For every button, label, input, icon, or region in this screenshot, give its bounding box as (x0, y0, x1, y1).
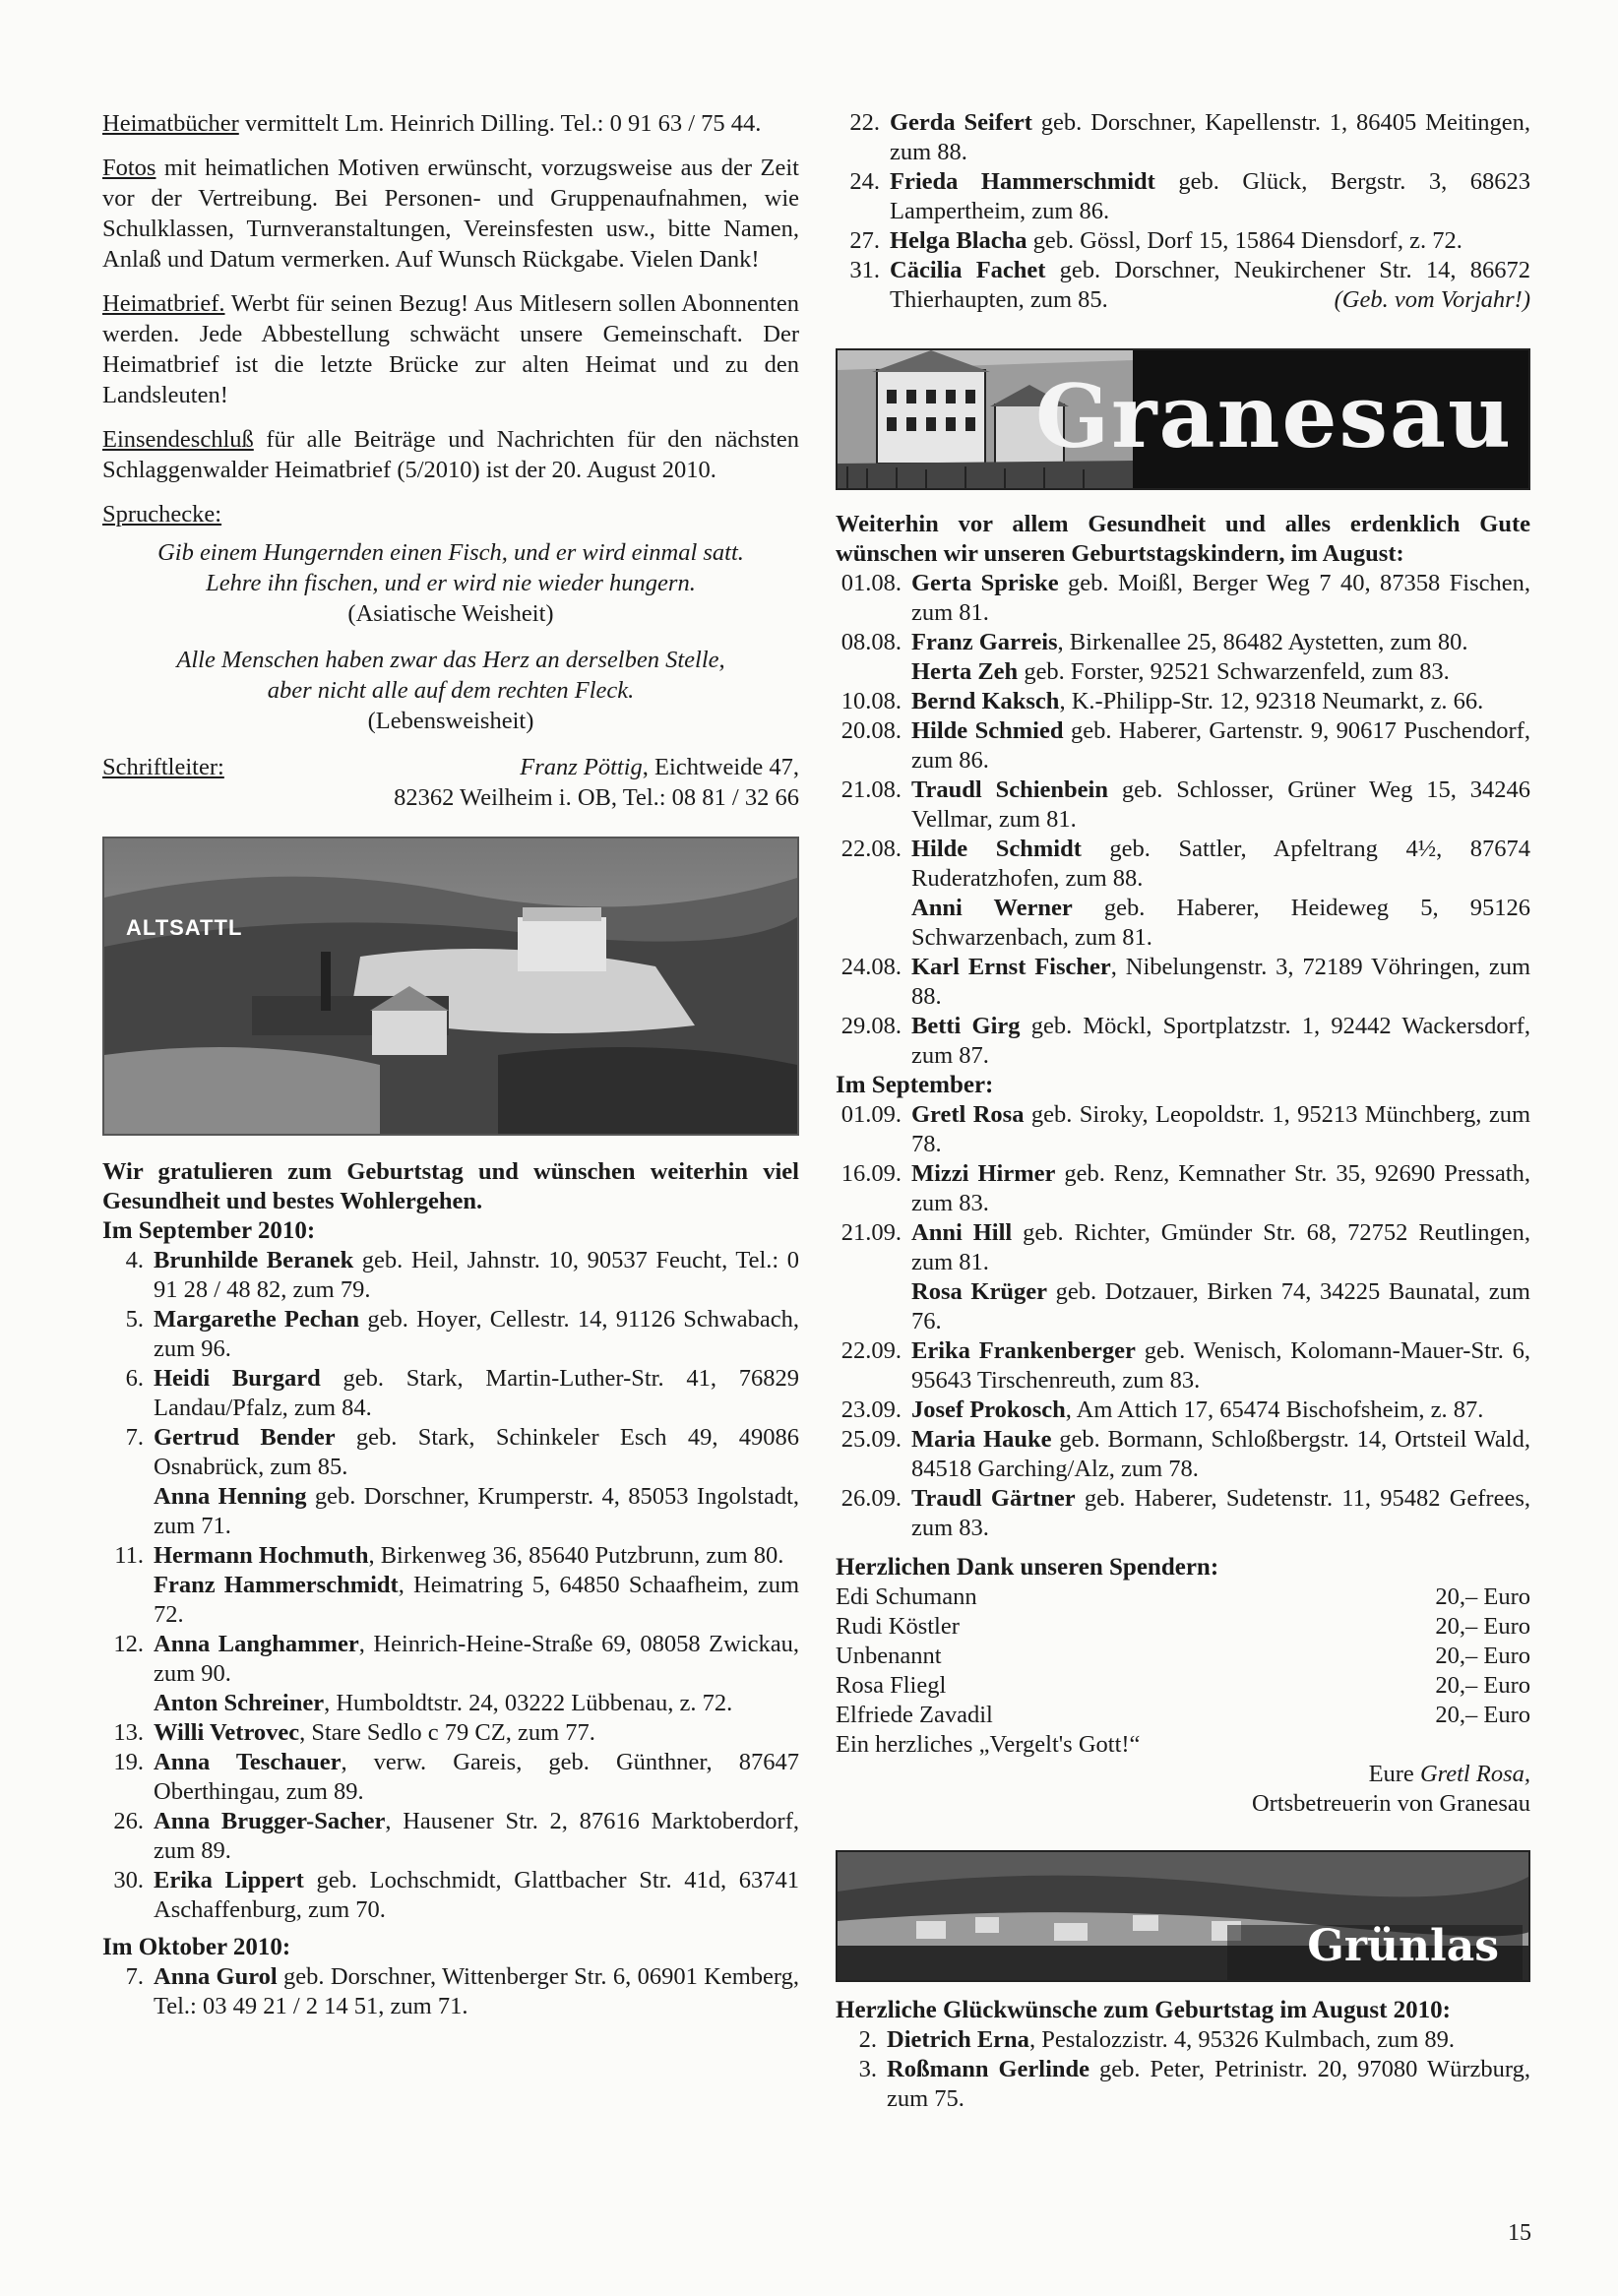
list-item-number: 7. (125, 1963, 144, 1990)
list-item (102, 1866, 799, 1925)
list-item-number: 29.08. (840, 1013, 902, 1039)
list-item-name: Roßmann Gerlinde (887, 2056, 1090, 2082)
list-item-text (154, 1541, 799, 1571)
list-item-number: 23.09. (840, 1396, 902, 1423)
list-item (102, 1807, 799, 1866)
gruenlas-list (836, 2025, 1530, 2114)
list-item-number: 27. (849, 227, 880, 254)
list-item-details: geb. Moißl, Berger Weg 7 40, 87358 Fischen, zum 81. (911, 570, 1531, 626)
photo-gruenlas (836, 1850, 1530, 1982)
list-item-name: Traudl Schienbein (911, 776, 1108, 803)
list-item (836, 2055, 1530, 2114)
list-item-name: Helga Blacha (890, 227, 1027, 254)
list-item (836, 687, 1530, 716)
list-item-details: geb. Möckl, Sportplatzstr. 1, 92442 Wackersdorf, zum 87. (911, 1013, 1531, 1069)
list-item-text (911, 776, 1530, 835)
october-list (102, 1962, 799, 2021)
list-item (836, 628, 1530, 657)
list-item-text (154, 1571, 799, 1630)
list-item (102, 1364, 799, 1423)
list-item-text (911, 716, 1530, 776)
gruenlas-heading: Herzliche Glückwünsche zum Geburtstag im August 2010: (836, 1997, 1451, 2023)
list-item-name: Hilde Schmied (911, 717, 1064, 744)
list-item (836, 1396, 1530, 1425)
list-item-text (911, 1277, 1530, 1336)
list-item (102, 1305, 799, 1364)
list-item-name: Gretl Rosa (911, 1101, 1025, 1128)
paragraph-heimatbuecher (102, 108, 799, 139)
list-item-name: Betti Girg (911, 1013, 1021, 1039)
list-item-text (911, 1100, 1530, 1159)
list-item-details: , Heimatring 5, 64850 Schaafheim, zum 72. (154, 1572, 799, 1628)
list-item (102, 1689, 799, 1718)
list-item-name: Gerda Seifert (890, 109, 1032, 136)
list-item (102, 1962, 799, 2021)
list-item-name: Herta Zeh (911, 658, 1019, 685)
list-item-details: geb. Dorschner, Wittenberger Str. 6, 06901 Kemberg, Tel.: 03 49 21 / 2 14 51, zum 71. (154, 1963, 799, 2019)
list-item-details: geb. Siroky, Leopoldstr. 1, 95213 Münchberg, zum 78. (911, 1101, 1530, 1157)
list-item-number: 26. (113, 1808, 144, 1834)
list-item-text (154, 1630, 799, 1689)
list-item-details: , K.-Philipp-Str. 12, 92318 Neumarkt, z. 66. (1059, 688, 1484, 714)
list-item-number (836, 657, 911, 687)
left-column (102, 108, 799, 2021)
list-item-name: Maria Hauke (911, 1426, 1052, 1453)
list-item-text (911, 894, 1530, 953)
donor-row (836, 1671, 1530, 1701)
list-item-number: 19. (113, 1749, 144, 1775)
list-item-text (154, 1718, 799, 1748)
list-item-text (154, 1962, 799, 2021)
list-item-number: 16.09. (840, 1160, 902, 1187)
quote-1-line-2: Lehre ihn fischen, und er wird nie wieder hungern. (206, 570, 696, 596)
closing-role: Ortsbetreuerin von Granesau (1251, 1790, 1530, 1817)
list-item-number: 5. (125, 1306, 144, 1333)
list-item-name: Hermann Hochmuth (154, 1542, 369, 1569)
list-item (102, 1630, 799, 1689)
list-item-details: geb. Renz, Kemnather Str. 35, 92690 Pressath, zum 83. (911, 1160, 1530, 1216)
label-fotos: Fotos (102, 155, 156, 181)
list-item (836, 835, 1530, 894)
list-item-text (911, 1484, 1530, 1543)
list-item-details: geb. Dotzauer, Birken 74, 34225 Baunatal, zum 76. (911, 1278, 1530, 1334)
list-item-text (154, 1364, 799, 1423)
september-list (102, 1246, 799, 1925)
list-item-name: Josef Prokosch (911, 1396, 1066, 1423)
list-item-text (911, 953, 1530, 1012)
list-item-name: Erika Lippert (154, 1867, 304, 1893)
photo2-caption: Grünlas (1307, 1921, 1499, 1971)
donor-row (836, 1642, 1530, 1671)
list-item (836, 1100, 1530, 1159)
list-item-details: geb. Bormann, Schloßbergstr. 14, Ortsteil Wald, 84518 Garching/Alz, zum 78. (911, 1426, 1530, 1482)
list-item-text (887, 2025, 1530, 2055)
october-heading: Im Oktober 2010: (102, 1934, 291, 1960)
landscape-photo-icon (104, 838, 797, 1134)
list-item-number: 21.08. (840, 776, 902, 803)
list-item-text (911, 687, 1530, 716)
list-item-name: Anna Brugger-Sacher (154, 1808, 386, 1834)
closing-name: Gretl Rosa, (1419, 1761, 1530, 1787)
label-einsendeschluss: Einsendeschluß (102, 426, 254, 453)
list-item-name: Cäcilia Fachet (890, 257, 1046, 283)
list-item-text (911, 1336, 1530, 1396)
page-number: 15 (1508, 2220, 1531, 2246)
list-item-details: , Am Attich 17, 65474 Bischofsheim, z. 87. (1065, 1396, 1484, 1423)
list-item-number: 22. (849, 109, 880, 136)
banner-granesau (836, 348, 1530, 490)
closing-prefix: Eure (1368, 1761, 1420, 1787)
list-item-text (911, 657, 1530, 687)
list-item-name: Bernd Kaksch (911, 688, 1060, 714)
list-item (836, 776, 1530, 835)
list-item-name: Gerta Spriske (911, 570, 1059, 596)
list-item-details: geb. Haberer, Gartenstr. 9, 90617 Puschendorf, zum 86. (911, 717, 1530, 774)
august-list (836, 569, 1530, 1071)
donors-heading: Herzlichen Dank unseren Spendern: (836, 1554, 1219, 1581)
list-item-details: , Pestalozzistr. 4, 95326 Kulmbach, zum 89. (1028, 2026, 1456, 2053)
text-heimatbrief: Werbt für seinen Bezug! Aus Mitlesern sollen Abonnenten werden. Jede Abbestellung schwächt unsere Gemeinschaft. Der Heimatbrief ist die letzte Brücke zur alten Heimat und zu den Landsleuten! (102, 290, 799, 408)
list-item (836, 167, 1530, 226)
thanks-line: Ein herzliches „Vergelt's Gott!“ (836, 1731, 1141, 1758)
list-item-details: , Heinrich-Heine-Straße 69, 08058 Zwickau, zum 90. (154, 1631, 799, 1687)
list-item (836, 1159, 1530, 1218)
list-item-name: Anna Langhammer (154, 1631, 359, 1657)
list-item-number: 21.09. (840, 1219, 902, 1246)
donor-amount: 20,– Euro (1435, 1702, 1530, 1728)
editor-street: , Eichtweide 47, (642, 754, 799, 780)
list-item-text (890, 167, 1530, 226)
list-item-details: geb. Gössl, Dorf 15, 15864 Diensdorf, z. 72. (1027, 227, 1462, 254)
list-item-details: , Nibelungenstr. 3, 72189 Vöhringen, zum 88. (911, 954, 1530, 1010)
list-item-number: 12. (113, 1631, 144, 1657)
donors-list (836, 1582, 1530, 1730)
list-item-details: geb. Hoyer, Cellestr. 14, 91126 Schwabach, zum 96. (154, 1306, 799, 1362)
quote-2-line-2: aber nicht alle auf dem rechten Fleck. (267, 677, 635, 704)
list-item-text (154, 1807, 799, 1866)
list-item-name: Traudl Gärtner (911, 1485, 1076, 1512)
list-item-text (890, 108, 1530, 167)
list-item-details: geb. Stark, Martin-Luther-Str. 41, 76829 Landau/Pfalz, zum 84. (154, 1365, 799, 1421)
donor-amount: 20,– Euro (1435, 1613, 1530, 1640)
september-list-right (836, 1100, 1530, 1543)
list-item-text (154, 1866, 799, 1925)
list-item-details: , verw. Gareis, geb. Günthner, 87647 Oberthingau, zum 89. (154, 1749, 799, 1805)
donor-amount: 20,– Euro (1435, 1672, 1530, 1699)
list-item-name: Anni Werner (911, 895, 1073, 921)
banner-title: Granesau (1034, 365, 1513, 467)
donor-row (836, 1582, 1530, 1612)
list-item-text (911, 628, 1530, 657)
list-item-details: geb. Dorschner, Neukirchener Str. 14, 86672 Thierhaupten, zum 85. (890, 257, 1530, 313)
list-item-details: , Stare Sedlo c 79 CZ, zum 77. (299, 1719, 595, 1746)
list-item-details: geb. Stark, Schinkeler Esch 49, 49086 Osnabrück, zum 85. (154, 1424, 799, 1480)
list-item-number: 11. (114, 1542, 144, 1569)
list-item-name: Brunhilde Beranek (154, 1247, 354, 1273)
list-item (836, 108, 1530, 167)
list-item-text (154, 1246, 799, 1305)
list-item (836, 1336, 1530, 1396)
list-item (836, 894, 1530, 953)
list-item-number (102, 1571, 154, 1630)
closing-signature (836, 1760, 1530, 1789)
list-item-details: , Humboldtstr. 24, 03222 Lübbenau, z. 72. (324, 1690, 733, 1716)
list-item (836, 1218, 1530, 1277)
september-heading: Im September 2010: (102, 1217, 316, 1244)
list-item-name: Margarethe Pechan (154, 1306, 360, 1333)
list-item-name: Karl Ernst Fischer (911, 954, 1111, 980)
editor-line-1 (102, 752, 799, 782)
list-item-text (154, 1423, 799, 1482)
donor-row (836, 1701, 1530, 1730)
list-item-number: 26.09. (840, 1485, 902, 1512)
list-item-number: 22.09. (840, 1337, 902, 1364)
list-item-details: geb. Glück, Bergstr. 3, 68623 Lampertheim, zum 86. (890, 168, 1530, 224)
list-item-name: Franz Garreis (911, 629, 1058, 655)
previous-birthdays-list (836, 108, 1530, 315)
list-item-details: geb. Schlosser, Grüner Weg 15, 34246 Vellmar, zum 81. (911, 776, 1530, 833)
list-item-number (102, 1482, 154, 1541)
list-item (836, 1012, 1530, 1071)
text-heimatbuecher: vermittelt Lm. Heinrich Dilling. Tel.: 0 91 63 / 75 44. (238, 110, 762, 137)
list-item-text (154, 1482, 799, 1541)
quote-1 (102, 537, 799, 629)
photo-caption: ALTSATTL (126, 915, 243, 940)
list-item (836, 1425, 1530, 1484)
list-item-number: 20.08. (840, 717, 902, 744)
list-item-number (102, 1689, 154, 1718)
list-item-number: 2. (858, 2026, 877, 2053)
donor-row (836, 1612, 1530, 1642)
list-item-name: Anna Gurol (154, 1963, 278, 1990)
list-item-text (911, 1218, 1530, 1277)
list-item-details: geb. Sattler, Apfeltrang 4½, 87674 Ruderatzhofen, zum 88. (911, 836, 1531, 892)
list-item-text (911, 1012, 1530, 1071)
list-item-number (836, 894, 911, 953)
list-item-details: geb. Haberer, Heideweg 5, 95126 Schwarzenbach, zum 81. (911, 895, 1530, 951)
text-fotos: mit heimatlichen Motiven erwünscht, vorzugsweise aus der Zeit vor der Vertreibung. Bei Personen- und Gruppenaufnahmen, wie Schulklassen, Turnveranstaltungen, Vereinsfesten usw., bitte Namen, Anlaß und Datum vermerken. Auf Wunsch Rückgabe. Vielen Dank! (102, 155, 799, 273)
wish-heading: Weiterhin vor allem Gesundheit und alles erdenklich Gute wünschen wir unseren Geburtstagskindern, im August: (836, 511, 1530, 567)
list-item-text (911, 835, 1530, 894)
list-item-number: 24.08. (840, 954, 902, 980)
list-item (102, 1541, 799, 1571)
list-item (836, 226, 1530, 256)
list-item-number: 13. (113, 1719, 144, 1746)
editor-name: Franz Pöttig (520, 754, 643, 780)
list-item-number (836, 1277, 911, 1336)
list-item-number: 10.08. (840, 688, 902, 714)
list-item-name: Anton Schreiner (154, 1690, 325, 1716)
donor-amount: 20,– Euro (1435, 1583, 1530, 1610)
list-item-details: geb. Peter, Petrinistr. 20, 97080 Würzburg, zum 75. (887, 2056, 1530, 2112)
list-item-number: 08.08. (840, 629, 902, 655)
quote-2-line-1: Alle Menschen haben zwar das Herz an derselben Stelle, (176, 647, 725, 673)
list-item-number: 7. (125, 1424, 144, 1451)
quote-1-source: (Asiatische Weisheit) (347, 600, 554, 627)
list-item (836, 569, 1530, 628)
list-item-name: Dietrich Erna (887, 2026, 1029, 2053)
list-item-name: Willi Vetrovec (154, 1719, 300, 1746)
label-heimatbuecher: Heimatbücher (102, 110, 239, 137)
list-item-name: Rosa Krüger (911, 1278, 1047, 1305)
editor-line-2: 82362 Weilheim i. OB, Tel.: 08 81 / 32 66 (394, 784, 799, 811)
list-item-number: 31. (849, 257, 880, 283)
list-item-text (911, 569, 1530, 628)
list-item-text (154, 1305, 799, 1364)
donor-name: Rudi Köstler (836, 1613, 960, 1640)
list-item-text (911, 1425, 1530, 1484)
list-item (102, 1482, 799, 1541)
list-item-details: geb. Haberer, Sudetenstr. 11, 95482 Gefrees, zum 83. (911, 1485, 1530, 1541)
list-item-details: geb. Heil, Jahnstr. 10, 90537 Feucht, Tel.: 0 91 28 / 48 82, zum 79. (154, 1247, 799, 1303)
list-item-number: 3. (858, 2056, 877, 2082)
paragraph-heimatbrief (102, 288, 799, 410)
list-item-details: geb. Dorschner, Krumperstr. 4, 85053 Ingolstadt, zum 71. (154, 1483, 800, 1539)
quote-1-line-1: Gib einem Hungernden einen Fisch, und er wird einmal satt. (157, 539, 744, 566)
editor-label: Schriftleiter: (102, 754, 224, 780)
quote-2 (102, 645, 799, 736)
list-item-details: geb. Wenisch, Kolomann-Mauer-Str. 6, 95643 Tirschenreuth, zum 83. (911, 1337, 1530, 1394)
spruchecke-label: Spruchecke: (102, 501, 222, 527)
september-heading-right: Im September: (836, 1072, 994, 1098)
list-item (836, 1484, 1530, 1543)
list-item (102, 1246, 799, 1305)
paragraph-fotos (102, 153, 799, 275)
list-item-name: Mizzi Hirmer (911, 1160, 1056, 1187)
list-item (102, 1718, 799, 1748)
text-einsendeschluss: für alle Beiträge und Nachrichten für den nächsten Schlaggenwalder Heimatbrief (5/2010) ist der 20. August 2010. (102, 426, 799, 483)
list-item-details: , Birkenallee 25, 86482 Aystetten, zum 80. (1057, 629, 1468, 655)
list-item-name: Heidi Burgard (154, 1365, 321, 1392)
previous-year-note: (Geb. vom Vorjahr!) (1334, 286, 1530, 313)
list-item-name: Anna Henning (154, 1483, 307, 1510)
list-item (836, 2025, 1530, 2055)
list-item-number: 24. (849, 168, 880, 195)
list-item-name: Frieda Hammerschmidt (890, 168, 1155, 195)
donor-name: Elfriede Zavadil (836, 1702, 993, 1728)
list-item (102, 1423, 799, 1482)
donor-name: Edi Schumann (836, 1583, 977, 1610)
list-item-details: , Birkenweg 36, 85640 Putzbrunn, zum 80. (368, 1542, 784, 1569)
list-item-number: 4. (125, 1247, 144, 1273)
photo-altsattl (102, 837, 799, 1136)
list-item-text (911, 1159, 1530, 1218)
list-item-details: geb. Richter, Gmünder Str. 68, 72752 Reutlingen, zum 81. (911, 1219, 1530, 1275)
list-item-name: Franz Hammerschmidt (154, 1572, 399, 1598)
right-column (836, 108, 1530, 2114)
list-item-name: Anna Teschauer (154, 1749, 342, 1775)
list-item-number: 6. (125, 1365, 144, 1392)
list-item-number: 01.09. (840, 1101, 902, 1128)
list-item (102, 1571, 799, 1630)
list-item-name: Hilde Schmidt (911, 836, 1082, 862)
list-item-details: , Hausener Str. 2, 87616 Marktoberdorf, zum 89. (154, 1808, 799, 1864)
list-item-details: geb. Dorschner, Kapellenstr. 1, 86405 Meitingen, zum 88. (890, 109, 1531, 165)
paragraph-einsendeschluss (102, 424, 799, 485)
list-item-number: 01.08. (840, 570, 902, 596)
list-item-text (911, 1396, 1530, 1425)
donor-name: Rosa Fliegl (836, 1672, 947, 1699)
quote-2-source: (Lebensweisheit) (367, 708, 534, 734)
list-item-name: Erika Frankenberger (911, 1337, 1136, 1364)
editor-name-address (520, 752, 799, 782)
list-item-name: Anni Hill (911, 1219, 1013, 1246)
list-item-number: 25.09. (840, 1426, 902, 1453)
donor-amount: 20,– Euro (1435, 1643, 1530, 1669)
list-item-details: geb. Forster, 92521 Schwarzenfeld, zum 83. (1018, 658, 1450, 685)
donor-name: Unbenannt (836, 1643, 942, 1669)
list-item (836, 716, 1530, 776)
list-item-text (154, 1689, 799, 1718)
list-item (102, 1748, 799, 1807)
list-item (836, 953, 1530, 1012)
list-item-number: 30. (113, 1867, 144, 1893)
list-item (836, 657, 1530, 687)
congrats-heading: Wir gratulieren zum Geburtstag und wünschen weiterhin viel Gesundheit und bestes Wohlergehen. (102, 1158, 799, 1214)
list-item-text (890, 226, 1530, 256)
label-heimatbrief: Heimatbrief. (102, 290, 225, 317)
list-item-name: Gertrud Bender (154, 1424, 336, 1451)
list-item-text (154, 1748, 799, 1807)
list-item (836, 1277, 1530, 1336)
list-item-number: 22.08. (840, 836, 902, 862)
list-item-details: geb. Lochschmidt, Glattbacher Str. 41d, 63741 Aschaffenburg, zum 70. (154, 1867, 799, 1923)
list-item-text (887, 2055, 1530, 2114)
